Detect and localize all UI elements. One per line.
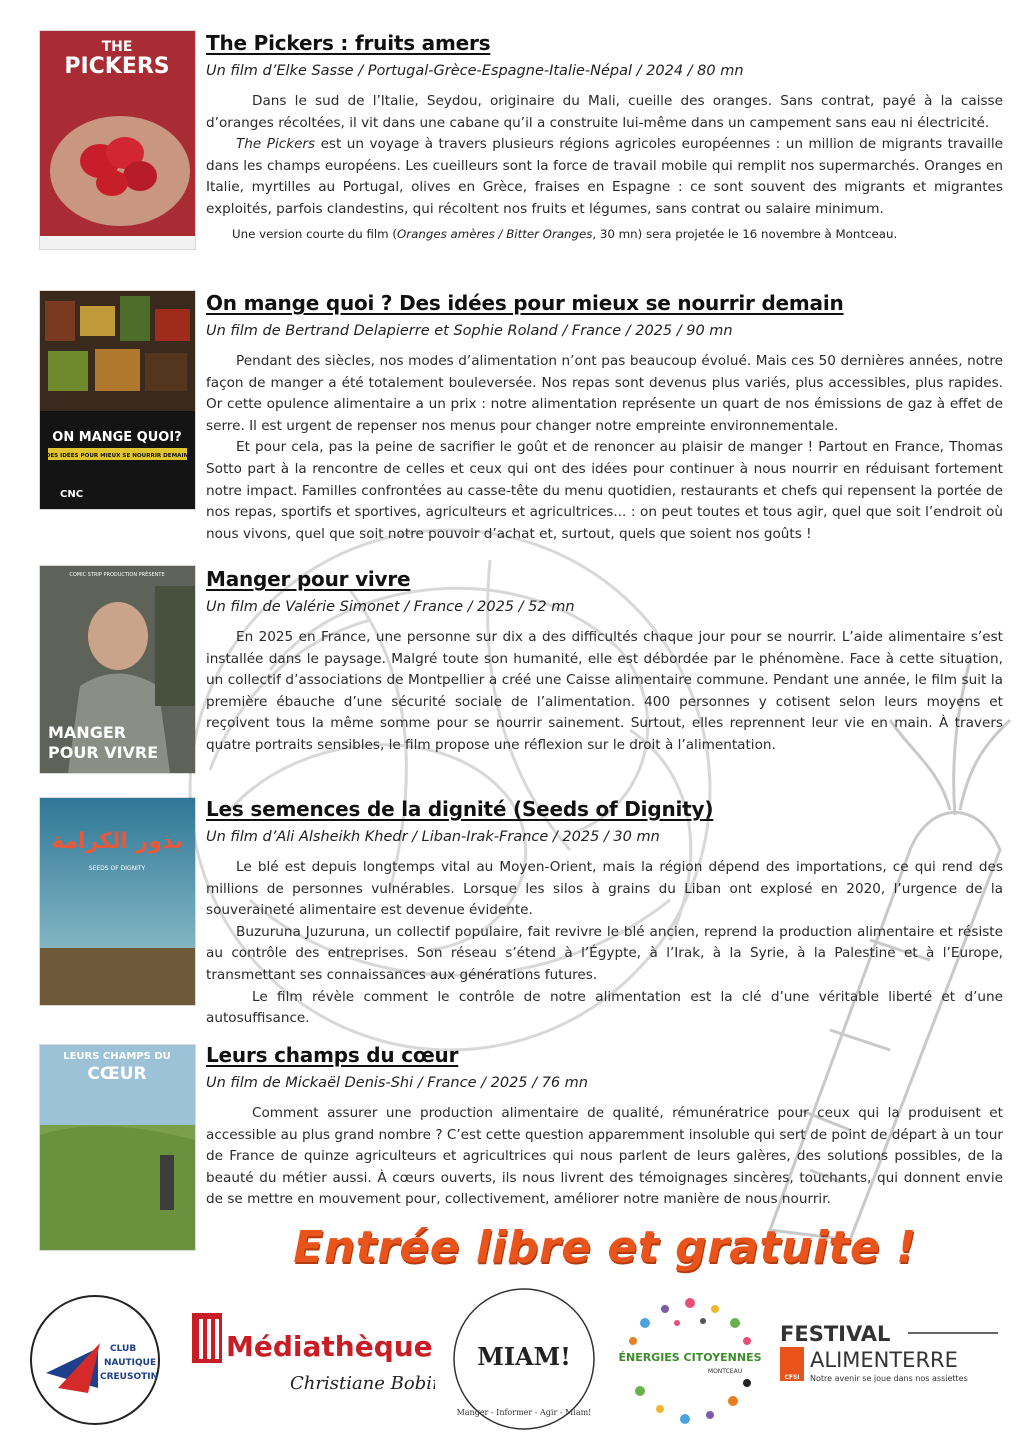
cfsi-badge: CFSI	[784, 1374, 800, 1381]
synopsis-paragraph	[206, 134, 1003, 220]
film-name-emphasis: The Pickers	[236, 136, 316, 153]
film-poster	[40, 1045, 195, 1250]
miam-logo	[448, 1285, 600, 1433]
film-credits: Un film de Valérie Simonet / France / 2025 / 52 mn	[206, 599, 575, 615]
mediatheque-name: Médiathèque	[226, 1330, 433, 1363]
cnc-logo: CNC	[60, 489, 84, 500]
poster-title: SEEDS OF DIGNITY	[88, 865, 146, 872]
miam-name: MIAM!	[477, 1342, 571, 1371]
film-credits: Un film d’Elke Sasse / Portugal-Grèce-Espagne-Italie-Népal / 2024 / 80 mn	[206, 63, 744, 79]
poster-tagline: DES IDÉES POUR MIEUX SE NOURRIR DEMAIN	[45, 453, 189, 459]
film-credits: Un film de Bertrand Delapierre et Sophie Roland / France / 2025 / 90 mn	[206, 323, 733, 339]
synopsis-paragraph: Dans le sud de l’Italie, Seydou, originaire du Mali, cueille des oranges. Sans contrat, payé à la caisse d’oranges récoltées, il vit dans une cabane qu’il a construite lui-même dans un campement sans eau ni électricité.	[206, 93, 1003, 131]
poster-title-line2: CŒUR	[87, 1064, 147, 1084]
mediatheque-signature: Christiane Bobin	[290, 1373, 435, 1394]
poster-production: COMIC STRIP PRODUCTION PRÉSENTE	[69, 572, 165, 578]
film-title: The Pickers : fruits amers	[206, 31, 491, 55]
film-title: Manger pour vivre	[206, 567, 411, 591]
synopsis-text: est un voyage à travers plusieurs régions agricoles européennes : un million de migrants travaille dans les champs européens. Les cueilleurs sont la force de travail mobile qui remplit nos supermarchés. Oranges en Italie, myrtilles au Portugal, olives en Grèce, fraises en Espagne : ce sont souvent des migrants et migrantes exploités, parfois clandestins, qui récoltent nos fruits et légumes, sans contrat ou salaire minimum.	[206, 136, 1003, 217]
film-title: Leurs champs du cœur	[206, 1043, 459, 1067]
synopsis-paragraph: Buzuruna Juzuruna, un collectif populaire, fait revivre le blé ancien, reprend la production alimentaire et résiste au contrôle des entreprises. Son réseau s’étend à l’Égypte, à l’Irak, à la Syrie, à la Palestine et à l’Europe, transmettant ses connaissances aux générations futures.	[206, 923, 1003, 983]
energies-name: ÉNERGIES CITOYENNES	[618, 1351, 762, 1364]
film-title: Les semences de la dignité (Seeds of Dignity)	[206, 797, 714, 821]
synopsis-paragraph: En 2025 en France, une personne sur dix a des difficultés chaque jour pour se nourrir. L’aide alimentaire s’est installée dans le paysage. Malgré toute son humanité, elle est débordée par le phénomène. Face à cette situation, un collectif d’associations de Montpellier a créé une Caisse alimentaire commune. Pendant une année, le film suit la première ébauche d’une sécurité sociale de l’alimentation. 400 personnes y cotisent selon leurs moyens et reçoivent tous la même somme pour se nourrir sainement. Surtout, elles reprennent leur vie en main. À travers quatre portraits sensibles, le film propose une réflexion sur le droit à l’alimentation.	[206, 629, 1003, 753]
energies-citoyennes-logo	[615, 1291, 765, 1429]
club-line1: CLUB	[110, 1344, 137, 1354]
poster-title-small: THE	[101, 39, 133, 55]
poster-title-line2: POUR VIVRE	[48, 743, 159, 762]
poster-title: ON MANGE QUOI?	[52, 430, 182, 445]
festival-line2: ALIMENTERRE	[810, 1348, 958, 1372]
film-credits: Un film d’Ali Alsheikh Khedr / Liban-Irak-France / 2025 / 30 mn	[206, 829, 660, 845]
club-line3: CREUSOTIN	[100, 1372, 159, 1382]
synopsis-paragraph: Le film révèle comment le contrôle de notre alimentation est la clé d’une véritable liberté et d’une autosuffisance.	[206, 988, 1003, 1027]
poster-arabic-title: بذور الكرامة	[51, 829, 183, 854]
mediatheque-logo	[190, 1311, 435, 1401]
synopsis-paragraph: Et pour cela, pas la peine de sacrifier le goût et de renoncer au plaisir de manger ! Partout en France, Thomas Sotto part à la rencontre de celles et ceux qui ont des idées pour continuer à nous nourrir en réduisant fortement notre impact. Familles confrontées au casse-tête du menu quotidien, restaurants et chefs qui repensent la portée de nos repas, sportifs et sportives, agriculteurs et agricultrices... : on peut toutes et tous agir, quel que soit l’endroit où nous vivons, quel que soit notre pouvoir d’achat et, surtout, quels que soient nos goûts !	[206, 439, 1003, 542]
film-credits: Un film de Mickaël Denis-Shi / France / 2025 / 76 mn	[206, 1075, 588, 1091]
poster-title: PICKERS	[64, 54, 170, 79]
synopsis-paragraph: Comment assurer une production alimentaire de qualité, rémunératrice pour ceux qui la produisent et accessible au plus grand nombre ? C’est cette question apparemment insoluble qui sert de point de départ à un tour de France de quinze agriculteurs et agricultrices qui nous parlent de leurs galères, des solutions possibles, de la beauté du métier aussi. À cœurs ouverts, ils nous livrent des témoignages sincères, touchants, qui donnent envie de se mettre en mouvement pour, collectivement, améliorer notre manière de nous nourrir.	[206, 1105, 1003, 1208]
film-poster	[40, 798, 195, 1005]
short-version-note: Une version courte du film (Oranges amères / Bitter Oranges, 30 mn) sera projetée le 16 novembre à Montceau.	[232, 226, 898, 241]
club-nautique-logo	[28, 1293, 162, 1427]
festival-line1: FESTIVAL	[780, 1322, 891, 1346]
film-title: On mange quoi ? Des idées pour mieux se nourrir demain	[206, 291, 844, 315]
partner-logos	[0, 1285, 1024, 1445]
free-entry-banner: Entrée libre et gratuite !	[293, 1222, 917, 1273]
film-poster	[40, 31, 195, 249]
festival-tagline: Notre avenir se joue dans nos assiettes	[810, 1374, 968, 1383]
festival-alimenterre-logo	[778, 1321, 1002, 1391]
synopsis-paragraph: Le blé est depuis longtemps vital au Moyen-Orient, mais la région dépend des importations, ce qui rend des millions de personnes vulnérables. Lorsque les silos à grains du Liban ont explosé en 2020, l’urgence de la souveraineté alimentaire est devenue évidente.	[206, 859, 1003, 919]
poster-title-line1: MANGER	[48, 723, 127, 742]
energies-sub: MONTCEAU	[707, 1368, 743, 1375]
miam-ring-text: Manger - Informer - Agir - Miam!	[456, 1408, 592, 1417]
synopsis-paragraph: Pendant des siècles, nos modes d’alimentation n’ont pas beaucoup évolué. Mais ces 50 dernières années, notre façon de manger a été totalement bouleversée. Nos repas sont devenus plus variés, plus accessibles, plus rapides. Or cette opulence alimentaire a un prix : notre alimentation représente un quart de nos émissions de gaz à effet de serre. Il est urgent de repenser nos menus pour changer notre empreinte environnementale.	[206, 353, 1003, 434]
film-poster	[40, 291, 195, 509]
poster-title-line1: LEURS CHAMPS DU	[63, 1051, 171, 1062]
film-poster	[40, 566, 195, 773]
club-line2: NAUTIQUE	[104, 1358, 157, 1368]
